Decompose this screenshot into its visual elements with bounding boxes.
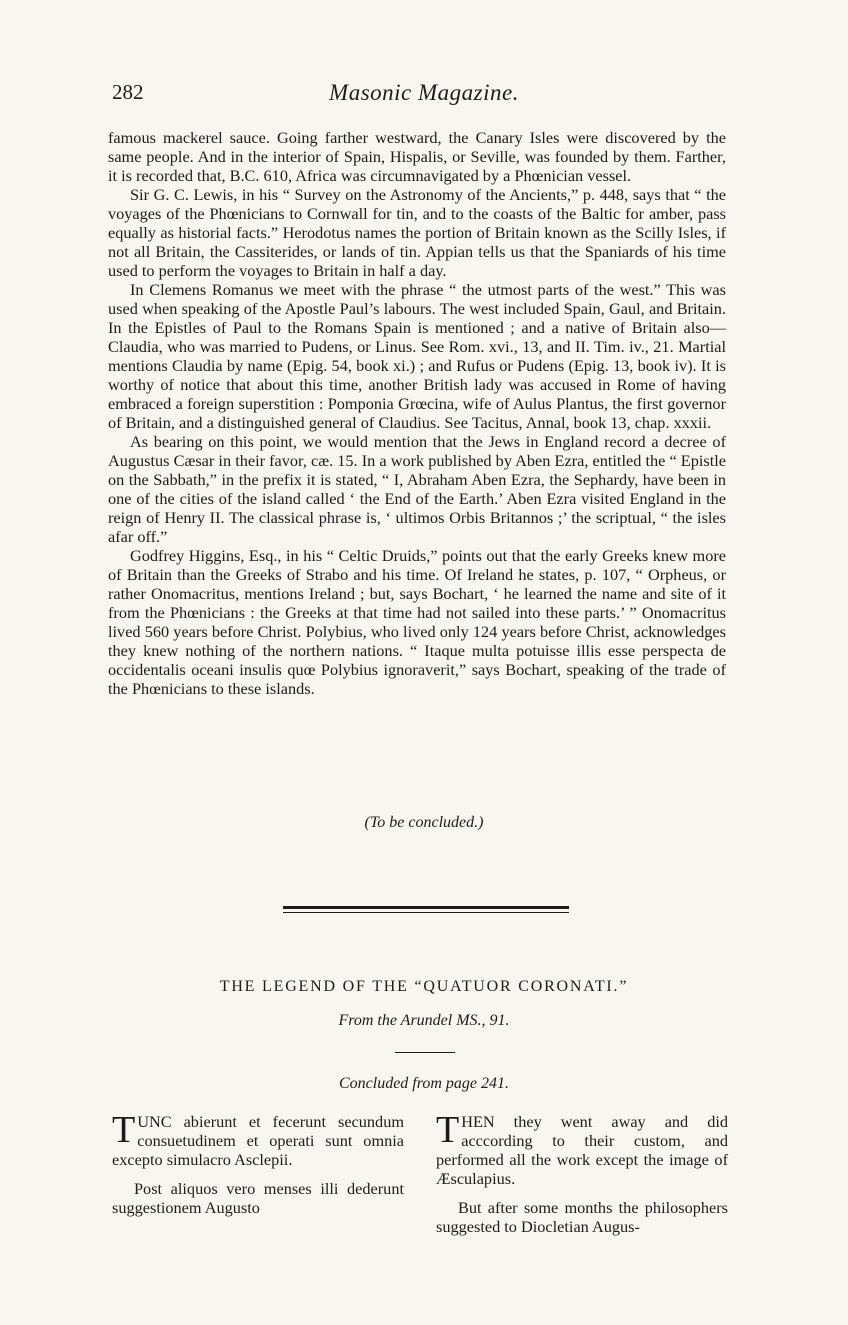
- latin-dropcap: T: [112, 1109, 136, 1151]
- legend-title: THE LEGEND OF THE “QUATUOR CORONATI.”: [219, 978, 629, 995]
- section-divider: [283, 906, 569, 913]
- article-paragraph: famous mackerel sauce. Going farther westward, the Canary Isles were discovered by the same people. And in the interior of Spain, Hispalis, or Seville, was founded by them. Farther, it is recorded that, B.C. 610, Africa was circumnavigated by a Phœnician vessel.: [108, 128, 726, 185]
- short-divider: [395, 1052, 455, 1053]
- english-dropcap: T: [436, 1109, 460, 1151]
- running-head: Masonic Magazine.: [329, 80, 519, 105]
- english-paragraph-text: HEN they went away and did acccording to their custom, and performed all the work except the image of Æsculapius.: [436, 1112, 728, 1188]
- legend-subtitle: From the Arundel MS., 91.: [338, 1012, 510, 1029]
- english-column: [436, 1109, 728, 1236]
- divider-thin-line: [283, 912, 569, 913]
- divider-thick-line: [283, 906, 569, 909]
- article-paragraph: In Clemens Romanus we meet with the phrase “ the utmost parts of the west.” This was used when speaking of the Apostle Paul’s labours. The west included Spain, Gaul, and Britain. In the Epistles of Paul to the Romans Spain is mentioned ; and a native of Britain also—Claudia, who was married to Pudens, or Linus. See Rom. xvi., 13, and II. Tim. iv., 21. Martial mentions Claudia by name (Epig. 54, book xi.) ; and Rufus or Pudens (Epig. 13, book iv). It is worthy of notice that about this time, another British lady was accused in Rome of having embraced a foreign superstition : Pomponia Grœcina, wife of Aulus Plantus, the first governor of Britain, and a distinguished general of Claudius. See Tacitus, Annal, book 13, chap. xxxii.: [108, 280, 726, 432]
- article-paragraph: Sir G. C. Lewis, in his “ Survey on the Astronomy of the Ancients,” p. 448, says that “ the voyages of the Phœnicians to Cornwall for tin, and to the coasts of the Baltic for amber, pass equally as historial facts.” Herodotus names the portion of Britain known as the Scilly Isles, if not all Britain, the Cassiterides, or lands of tin. Appian tells us that the Spaniards of his time used to perform the voyages to Britain in half a day.: [108, 185, 726, 280]
- english-paragraph: But after some months the philosophers suggested to Diocletian Augus-: [436, 1198, 728, 1236]
- english-paragraph: [436, 1109, 728, 1188]
- latin-paragraph: [112, 1109, 404, 1169]
- page-number: 282: [112, 80, 144, 104]
- concluded-from-note: Concluded from page 241.: [338, 1075, 510, 1092]
- latin-paragraph-text: UNC abierunt et fecerunt secundum consuetudinem et operati sunt omnia excepto simulacro Asclepii.: [112, 1112, 404, 1169]
- article-paragraph: As bearing on this point, we would mention that the Jews in England record a decree of Augustus Cæsar in their favor, cæ. 15. In a work published by Aben Ezra, entitled the “ Epistle on the Sabbath,” in the prefix it is stated, “ I, Abraham Aben Ezra, the Sephardy, have been in one of the cities of the island called ‘ the End of the Earth.’ Aben Ezra visited England in the reign of Henry II. The classical phrase is, ‘ ultimos Orbis Britannos ;’ the scriptual, “ the isles afar off.”: [108, 432, 726, 546]
- latin-column: [112, 1109, 404, 1217]
- article-body: [108, 128, 726, 698]
- to-be-concluded-note: (To be concluded.): [364, 814, 484, 831]
- article-paragraph: Godfrey Higgins, Esq., in his “ Celtic Druids,” points out that the early Greeks knew more of Britain than the Greeks of Strabo and his time. Of Ireland he states, p. 107, “ Orpheus, or rather Onomacritus, mentions Ireland ; but, says Bochart, ‘ he learned the name and site of it from the Phœnicians : the Greeks at that time had not sailed into these parts.’ ” Onomacritus lived 560 years before Christ. Polybius, who lived only 124 years before Christ, acknowledges they knew nothing of the northern nations. “ Itaque multa potuisse illis esse perspecta de occidentalis oceani insulis quœ Polybius ignoraverit,” says Bochart, speaking of the trade of the Phœnicians to these islands.: [108, 546, 726, 698]
- latin-paragraph: Post aliquos vero menses illi dederunt suggestionem Augusto: [112, 1179, 404, 1217]
